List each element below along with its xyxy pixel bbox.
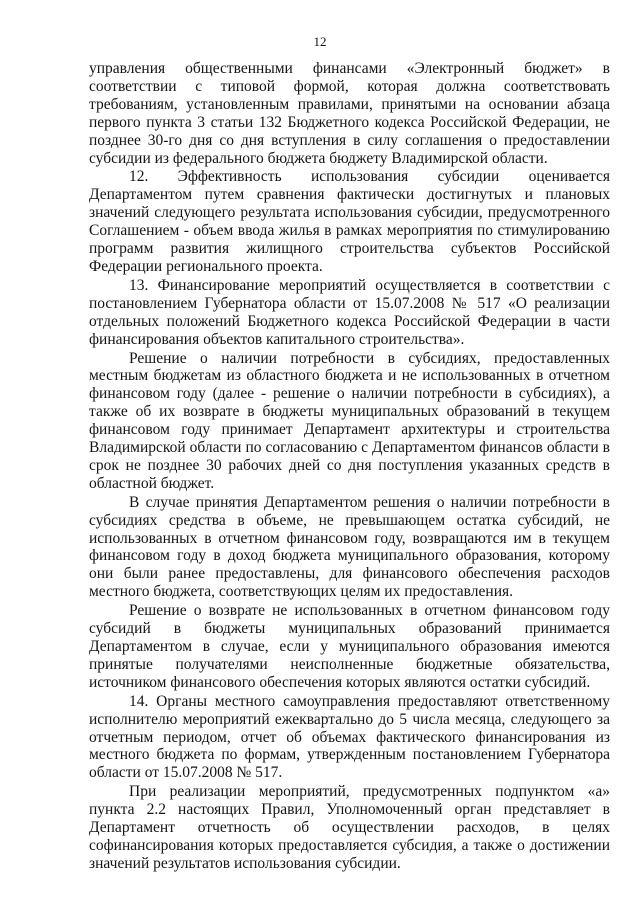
paragraph-need-decision: Решение о наличии потребности в субсидиях, предоставленных местным бюджетам из областного бюджета и не использованных в отчетном финансовом году (далее - решение о наличии потребности в субсидиях), а также об их возврате в бюджеты муниципальных образований в текущем финансовом году принимает Департамент архитектуры и строительства Владимирской области по согласованию с Департаментом финансов области в срок не позднее 30 рабочих дней со дня поступления указанных средств в областной бюджет. (89, 349, 610, 492)
paragraph-reporting: При реализации мероприятий, предусмотренных подпунктом «а» пункта 2.2 настоящих Правил, Уполномоченный орган представляет в Департамент отчетность об осуществлении расходов, в целях софинансирования которых предоставляется субсидия, а также о достижении значений результатов использования субсидии. (89, 783, 610, 872)
document-body (89, 60, 610, 873)
page-number: 12 (313, 34, 327, 49)
paragraph-continuation: управления общественными финансами «Электронный бюджет» в соответствии с типовой формой, которая должна соответствовать требованиям, установленным правилами, принятыми на основании абзаца первого пункта 3 статьи 132 Бюджетного кодекса Российской Федерации, не позднее 30-го дня со дня вступления в силу соглашения о предоставлении субсидии из федерального бюджета бюджету Владимирской области. (89, 60, 610, 167)
paragraph-return-decision: Решение о возврате не использованных в отчетном финансовом году субсидий в бюджеты муниципальных образований принимается Департаментом в случае, если у муниципального образования имеются принятые получателями неисполненные бюджетные обязательства, источником финансового обеспечения которых являются остатки субсидий. (89, 602, 610, 691)
paragraph-return-case: В случае принятия Департаментом решения о наличии потребности в субсидиях средства в объеме, не превышающем остатка субсидий, не использованных в отчетном финансовом году, возвращаются им в текущем финансовом году в доход бюджета муниципального образования, которому они были ранее предоставлены, для финансового обеспечения расходов местного бюджета, соответствующих целям их предоставления. (89, 493, 610, 601)
paragraph-item-14: 14. Органы местного самоуправления предоставляют ответственному исполнителю мероприятий ежеквартально до 5 числа месяца, следующего за отчетным периодом, отчет об объемах фактического финансирования из местного бюджета по формам, утвержденным постановлением Губернатора области от 15.07.2008 № 517. (89, 692, 610, 782)
paragraph-item-13: 13. Финансирование мероприятий осуществляется в соответствии с постановлением Губернатора области от 15.07.2008 № 517 «О реализации отдельных положений Бюджетного кодекса Российской Федерации в части финансирования объектов капитального строительства». (89, 276, 610, 348)
paragraph-item-12: 12. Эффективность использования субсидии оценивается Департаментом путем сравнения фактически достигнутых и плановых значений следующего результата использования субсидии, предусмотренного Соглашением - объем ввода жилья в рамках мероприятия по стимулированию программ развития жилищного строительства субъектов Российской Федерации регионального проекта. (89, 168, 610, 275)
